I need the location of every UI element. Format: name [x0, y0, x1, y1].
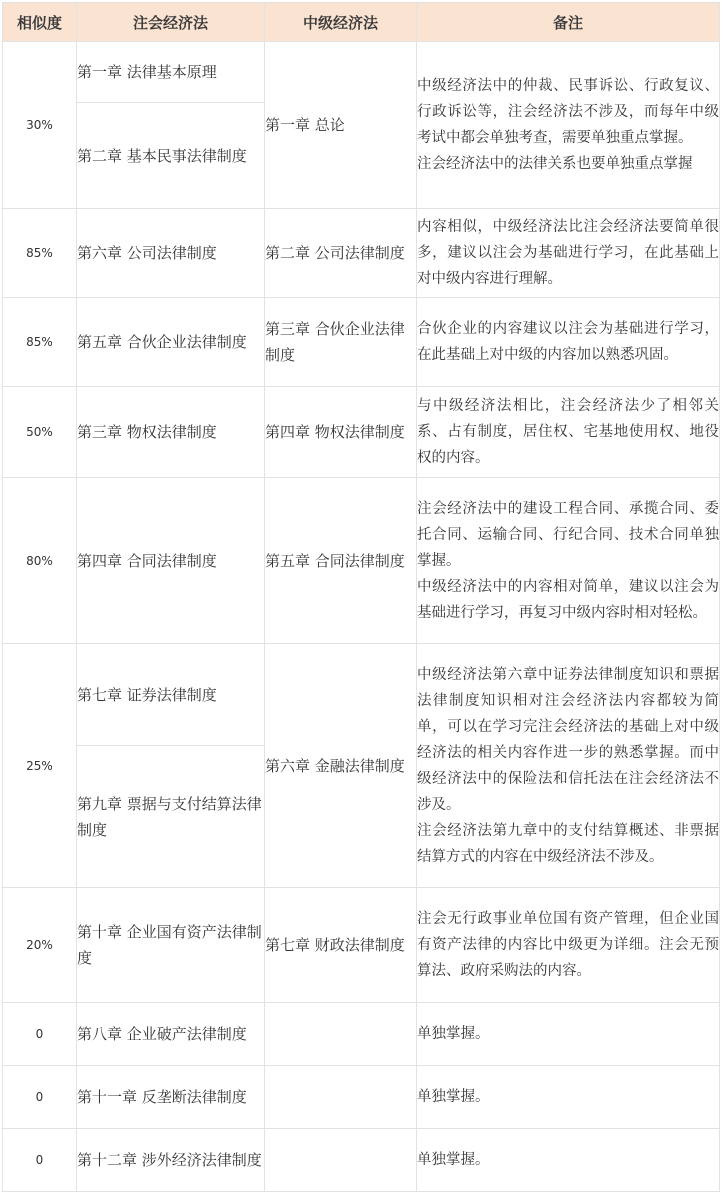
- remark-paragraph: 合伙企业的内容建议以注会为基础进行学习，在此基础上对中级的内容加以熟悉巩固。: [417, 321, 719, 363]
- table-row: [3, 644, 720, 746]
- table-row: [3, 1129, 720, 1192]
- similarity-cell: 0: [3, 1003, 77, 1066]
- zhukuai-chapter-cell: 第八章 企业破产法律制度: [77, 1003, 265, 1066]
- remark-paragraph: 单独掌握。: [417, 1089, 490, 1105]
- remark-paragraph: 注会经济法中的法律关系也要单独重点掌握: [417, 156, 693, 172]
- table-row: [3, 1003, 720, 1066]
- header-zhongji: 中级经济法: [265, 3, 417, 42]
- table-row: [3, 1066, 720, 1129]
- zhukuai-chapter-cell: 第七章 证券法律制度: [77, 644, 265, 746]
- zhongji-chapter-cell: 第二章 公司法律制度: [265, 209, 417, 298]
- similarity-cell: 85%: [3, 209, 77, 298]
- remark-paragraph: 内容相似，中级经济法比注会经济法要简单很多，建议以注会为基础进行学习，在此基础上对中级内容进行理解。: [417, 219, 719, 287]
- remark-paragraph: 中级经济法中的仲裁、民事诉讼、行政复议、行政诉讼等，注会经济法不涉及，而每年中级考试中都会单独考查，需要单独重点掌握。: [417, 78, 719, 146]
- zhongji-chapter-cell: [265, 1129, 417, 1192]
- remark-paragraph: 注会无行政事业单位国有资产管理，但企业国有资产法律的内容比中级更为详细。注会无预算法、政府采购法的内容。: [417, 911, 719, 979]
- remark-cell: [417, 478, 720, 644]
- zhukuai-chapter-cell: 第十二章 涉外经济法律制度: [77, 1129, 265, 1192]
- remark-paragraph: 单独掌握。: [417, 1152, 490, 1168]
- remark-cell: [417, 298, 720, 387]
- zhongji-chapter-cell: [265, 1003, 417, 1066]
- similarity-cell: 85%: [3, 298, 77, 387]
- remark-cell: [417, 1003, 720, 1066]
- similarity-cell: 80%: [3, 478, 77, 644]
- remark-cell: [417, 1066, 720, 1129]
- header-row: [3, 3, 720, 42]
- zhongji-chapter-cell: 第三章 合伙企业法律制度: [265, 298, 417, 387]
- zhongji-chapter-cell: 第六章 金融法律制度: [265, 644, 417, 888]
- zhukuai-chapter-cell: 第一章 法律基本原理: [77, 42, 265, 103]
- remark-paragraph: 注会经济法中的建设工程合同、承揽合同、委托合同、运输合同、行纪合同、技术合同单独掌握。: [417, 500, 719, 569]
- similarity-cell: 20%: [3, 888, 77, 1003]
- zhukuai-chapter-cell: 第五章 合伙企业法律制度: [77, 298, 265, 387]
- zhukuai-chapter-cell: 第四章 合同法律制度: [77, 478, 265, 644]
- table-row: [3, 42, 720, 103]
- remark-cell: [417, 888, 720, 1003]
- remark-cell: [417, 387, 720, 478]
- zhukuai-chapter-cell: 第十章 企业国有资产法律制度: [77, 888, 265, 1003]
- zhongji-chapter-cell: 第七章 财政法律制度: [265, 888, 417, 1003]
- similarity-cell: 0: [3, 1129, 77, 1192]
- remark-paragraph: 中级经济法第六章中证券法律制度知识和票据法律制度知识相对注会经济法内容都较为简单，可以在学习完注会经济法的基础上对中级经济法的相关内容作进一步的熟悉掌握。而中级经济法中的保险法和信托法在注会经济法不涉及。: [417, 666, 719, 813]
- zhongji-chapter-cell: 第四章 物权法律制度: [265, 387, 417, 478]
- remark-cell: [417, 1129, 720, 1192]
- remark-paragraph: 单独掌握。: [417, 1026, 490, 1042]
- zhongji-chapter-cell: 第一章 总论: [265, 42, 417, 209]
- zhongji-chapter-cell: 第五章 合同法律制度: [265, 478, 417, 644]
- remark-cell: [417, 42, 720, 209]
- zhukuai-chapter-cell: 第六章 公司法律制度: [77, 209, 265, 298]
- table-row: [3, 387, 720, 478]
- remark-cell: [417, 644, 720, 888]
- header-similarity: 相似度: [3, 3, 77, 42]
- table-row: [3, 298, 720, 387]
- zhukuai-chapter-cell: 第九章 票据与支付结算法律制度: [77, 746, 265, 888]
- remark-paragraph: 中级经济法中的内容相对简单，建议以注会为基础进行学习，再复习中级内容时相对轻松。: [417, 578, 719, 621]
- similarity-cell: 30%: [3, 42, 77, 209]
- header-remark: 备注: [417, 3, 720, 42]
- zhukuai-chapter-cell: 第十一章 反垄断法律制度: [77, 1066, 265, 1129]
- header-zhukuai: 注会经济法: [77, 3, 265, 42]
- zhukuai-chapter-cell: 第三章 物权法律制度: [77, 387, 265, 478]
- remark-paragraph: 注会经济法第九章中的支付结算概述、非票据结算方式的内容在中级经济法不涉及。: [417, 822, 719, 865]
- zhukuai-chapter-cell: 第二章 基本民事法律制度: [77, 103, 265, 209]
- table-row: [3, 888, 720, 1003]
- similarity-cell: 0: [3, 1066, 77, 1129]
- remark-paragraph: 与中级经济法相比，注会经济法少了相邻关系、占有制度，居住权、宅基地使用权、地役权的内容。: [417, 398, 719, 466]
- comparison-table: [2, 2, 720, 1192]
- table-row: [3, 478, 720, 644]
- similarity-cell: 50%: [3, 387, 77, 478]
- remark-cell: [417, 209, 720, 298]
- table-row: [3, 209, 720, 298]
- similarity-cell: 25%: [3, 644, 77, 888]
- zhongji-chapter-cell: [265, 1066, 417, 1129]
